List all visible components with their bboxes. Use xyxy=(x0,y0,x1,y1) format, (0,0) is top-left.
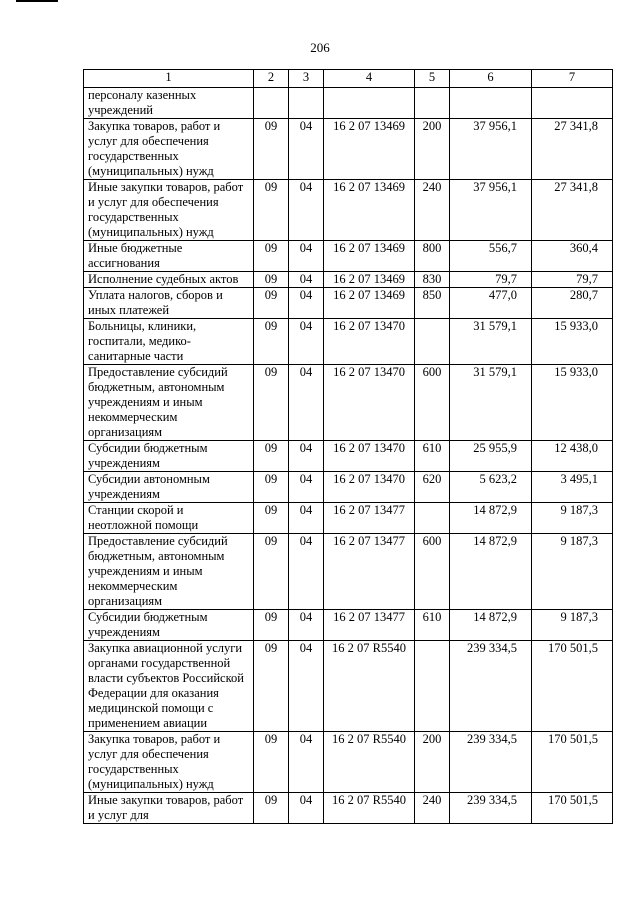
section-code-cell: 09 xyxy=(254,732,289,793)
amount-col7-cell: 170 501,5 xyxy=(532,793,613,824)
section-code-cell: 09 xyxy=(254,534,289,610)
amount-col6-cell: 239 334,5 xyxy=(450,793,532,824)
section-code-cell: 09 xyxy=(254,472,289,503)
target-article-cell: 16 2 07 13469 xyxy=(324,241,415,272)
section-code-cell xyxy=(254,88,289,119)
budget-table xyxy=(83,69,613,824)
header-row xyxy=(84,70,613,88)
amount-col6-cell: 14 872,9 xyxy=(450,534,532,610)
table-row xyxy=(84,534,613,610)
subsection-code-cell: 04 xyxy=(289,272,324,288)
subsection-code-cell: 04 xyxy=(289,180,324,241)
table-row xyxy=(84,365,613,441)
amount-col6-cell: 239 334,5 xyxy=(450,732,532,793)
header-cell-2: 2 xyxy=(254,70,289,88)
amount-col7-cell: 170 501,5 xyxy=(532,641,613,732)
target-article-cell: 16 2 07 13477 xyxy=(324,534,415,610)
expense-name-cell: персоналу казенных учреждений xyxy=(84,88,254,119)
amount-col7-cell: 9 187,3 xyxy=(532,610,613,641)
expense-name-cell: Субсидии бюджетным учреждениям xyxy=(84,610,254,641)
expense-name-cell: Больницы, клиники, госпитали, медико-санитарные части xyxy=(84,319,254,365)
header-cell-5: 5 xyxy=(415,70,450,88)
expense-name-cell: Станции скорой и неотложной помощи xyxy=(84,503,254,534)
subsection-code-cell: 04 xyxy=(289,365,324,441)
expense-type-cell: 240 xyxy=(415,180,450,241)
subsection-code-cell: 04 xyxy=(289,241,324,272)
subsection-code-cell xyxy=(289,88,324,119)
expense-type-cell xyxy=(415,641,450,732)
amount-col6-cell: 14 872,9 xyxy=(450,503,532,534)
header-cell-3: 3 xyxy=(289,70,324,88)
expense-type-cell: 800 xyxy=(415,241,450,272)
target-article-cell: 16 2 07 13470 xyxy=(324,365,415,441)
amount-col7-cell: 360,4 xyxy=(532,241,613,272)
amount-col7-cell: 12 438,0 xyxy=(532,441,613,472)
amount-col7-cell: 79,7 xyxy=(532,272,613,288)
table-row xyxy=(84,732,613,793)
section-code-cell: 09 xyxy=(254,319,289,365)
section-code-cell: 09 xyxy=(254,365,289,441)
amount-col6-cell xyxy=(450,88,532,119)
amount-col6-cell: 25 955,9 xyxy=(450,441,532,472)
header-cell-1: 1 xyxy=(84,70,254,88)
subsection-code-cell: 04 xyxy=(289,793,324,824)
page-number: 206 xyxy=(310,40,330,55)
target-article-cell: 16 2 07 13469 xyxy=(324,288,415,319)
subsection-code-cell: 04 xyxy=(289,732,324,793)
table-row xyxy=(84,472,613,503)
subsection-code-cell: 04 xyxy=(289,534,324,610)
expense-name-cell: Уплата налогов, сборов и иных платежей xyxy=(84,288,254,319)
target-article-cell: 16 2 07 R5540 xyxy=(324,641,415,732)
amount-col7-cell: 15 933,0 xyxy=(532,365,613,441)
subsection-code-cell: 04 xyxy=(289,610,324,641)
table-row xyxy=(84,441,613,472)
expense-name-cell: Закупка авиационной услуги органами государственной власти субъектов Российской Федерации для оказания медицинской помощи с применением авиации xyxy=(84,641,254,732)
table-row xyxy=(84,610,613,641)
target-article-cell: 16 2 07 13477 xyxy=(324,503,415,534)
target-article-cell: 16 2 07 13469 xyxy=(324,180,415,241)
amount-col7-cell: 15 933,0 xyxy=(532,319,613,365)
table-row xyxy=(84,503,613,534)
subsection-code-cell: 04 xyxy=(289,503,324,534)
expense-name-cell: Предоставление субсидий бюджетным, автономным учреждениям и иным некоммерческим организациям xyxy=(84,365,254,441)
expense-name-cell: Субсидии бюджетным учреждениям xyxy=(84,441,254,472)
expense-type-cell: 850 xyxy=(415,288,450,319)
header-cell-7: 7 xyxy=(532,70,613,88)
section-code-cell: 09 xyxy=(254,610,289,641)
expense-name-cell: Закупка товаров, работ и услуг для обеспечения государственных (муниципальных) нужд xyxy=(84,732,254,793)
section-code-cell: 09 xyxy=(254,119,289,180)
expense-type-cell: 620 xyxy=(415,472,450,503)
expense-type-cell: 610 xyxy=(415,610,450,641)
subsection-code-cell: 04 xyxy=(289,288,324,319)
target-article-cell: 16 2 07 13470 xyxy=(324,441,415,472)
target-article-cell: 16 2 07 R5540 xyxy=(324,732,415,793)
amount-col6-cell: 239 334,5 xyxy=(450,641,532,732)
section-code-cell: 09 xyxy=(254,180,289,241)
section-code-cell: 09 xyxy=(254,441,289,472)
amount-col7-cell: 9 187,3 xyxy=(532,534,613,610)
expense-type-cell: 830 xyxy=(415,272,450,288)
amount-col6-cell: 79,7 xyxy=(450,272,532,288)
target-article-cell: 16 2 07 13470 xyxy=(324,319,415,365)
expense-name-cell: Иные бюджетные ассигнования xyxy=(84,241,254,272)
expense-type-cell xyxy=(415,88,450,119)
table-row xyxy=(84,88,613,119)
target-article-cell: 16 2 07 13477 xyxy=(324,610,415,641)
expense-name-cell: Субсидии автономным учреждениям xyxy=(84,472,254,503)
expense-type-cell: 200 xyxy=(415,732,450,793)
target-article-cell: 16 2 07 13470 xyxy=(324,472,415,503)
section-code-cell: 09 xyxy=(254,241,289,272)
section-code-cell: 09 xyxy=(254,641,289,732)
section-code-cell: 09 xyxy=(254,793,289,824)
expense-type-cell: 600 xyxy=(415,365,450,441)
target-article-cell xyxy=(324,88,415,119)
table-row xyxy=(84,319,613,365)
amount-col6-cell: 31 579,1 xyxy=(450,365,532,441)
subsection-code-cell: 04 xyxy=(289,472,324,503)
table-row xyxy=(84,641,613,732)
table-row xyxy=(84,180,613,241)
expense-type-cell xyxy=(415,503,450,534)
amount-col6-cell: 556,7 xyxy=(450,241,532,272)
table-row xyxy=(84,119,613,180)
amount-col7-cell: 9 187,3 xyxy=(532,503,613,534)
target-article-cell: 16 2 07 13469 xyxy=(324,119,415,180)
amount-col7-cell: 27 341,8 xyxy=(532,180,613,241)
subsection-code-cell: 04 xyxy=(289,441,324,472)
amount-col6-cell: 477,0 xyxy=(450,288,532,319)
amount-col7-cell: 27 341,8 xyxy=(532,119,613,180)
table-row xyxy=(84,241,613,272)
table-row xyxy=(84,793,613,824)
header-cell-6: 6 xyxy=(450,70,532,88)
section-code-cell: 09 xyxy=(254,272,289,288)
top-rule xyxy=(16,0,58,2)
expense-type-cell: 200 xyxy=(415,119,450,180)
amount-col7-cell: 280,7 xyxy=(532,288,613,319)
expense-type-cell xyxy=(415,319,450,365)
section-code-cell: 09 xyxy=(254,288,289,319)
expense-name-cell: Иные закупки товаров, работ и услуг для xyxy=(84,793,254,824)
amount-col7-cell: 170 501,5 xyxy=(532,732,613,793)
amount-col6-cell: 37 956,1 xyxy=(450,119,532,180)
expense-name-cell: Иные закупки товаров, работ и услуг для обеспечения государственных (муниципальных) нужд xyxy=(84,180,254,241)
amount-col6-cell: 37 956,1 xyxy=(450,180,532,241)
section-code-cell: 09 xyxy=(254,503,289,534)
amount-col7-cell: 3 495,1 xyxy=(532,472,613,503)
subsection-code-cell: 04 xyxy=(289,119,324,180)
expense-type-cell: 600 xyxy=(415,534,450,610)
header-cell-4: 4 xyxy=(324,70,415,88)
subsection-code-cell: 04 xyxy=(289,641,324,732)
table-row xyxy=(84,288,613,319)
amount-col6-cell: 5 623,2 xyxy=(450,472,532,503)
table-row xyxy=(84,272,613,288)
amount-col6-cell: 31 579,1 xyxy=(450,319,532,365)
expense-name-cell: Исполнение судебных актов xyxy=(84,272,254,288)
subsection-code-cell: 04 xyxy=(289,319,324,365)
amount-col7-cell xyxy=(532,88,613,119)
target-article-cell: 16 2 07 R5540 xyxy=(324,793,415,824)
expense-name-cell: Предоставление субсидий бюджетным, автономным учреждениям и иным некоммерческим организациям xyxy=(84,534,254,610)
target-article-cell: 16 2 07 13469 xyxy=(324,272,415,288)
expense-type-cell: 240 xyxy=(415,793,450,824)
amount-col6-cell: 14 872,9 xyxy=(450,610,532,641)
expense-name-cell: Закупка товаров, работ и услуг для обеспечения государственных (муниципальных) нужд xyxy=(84,119,254,180)
expense-type-cell: 610 xyxy=(415,441,450,472)
